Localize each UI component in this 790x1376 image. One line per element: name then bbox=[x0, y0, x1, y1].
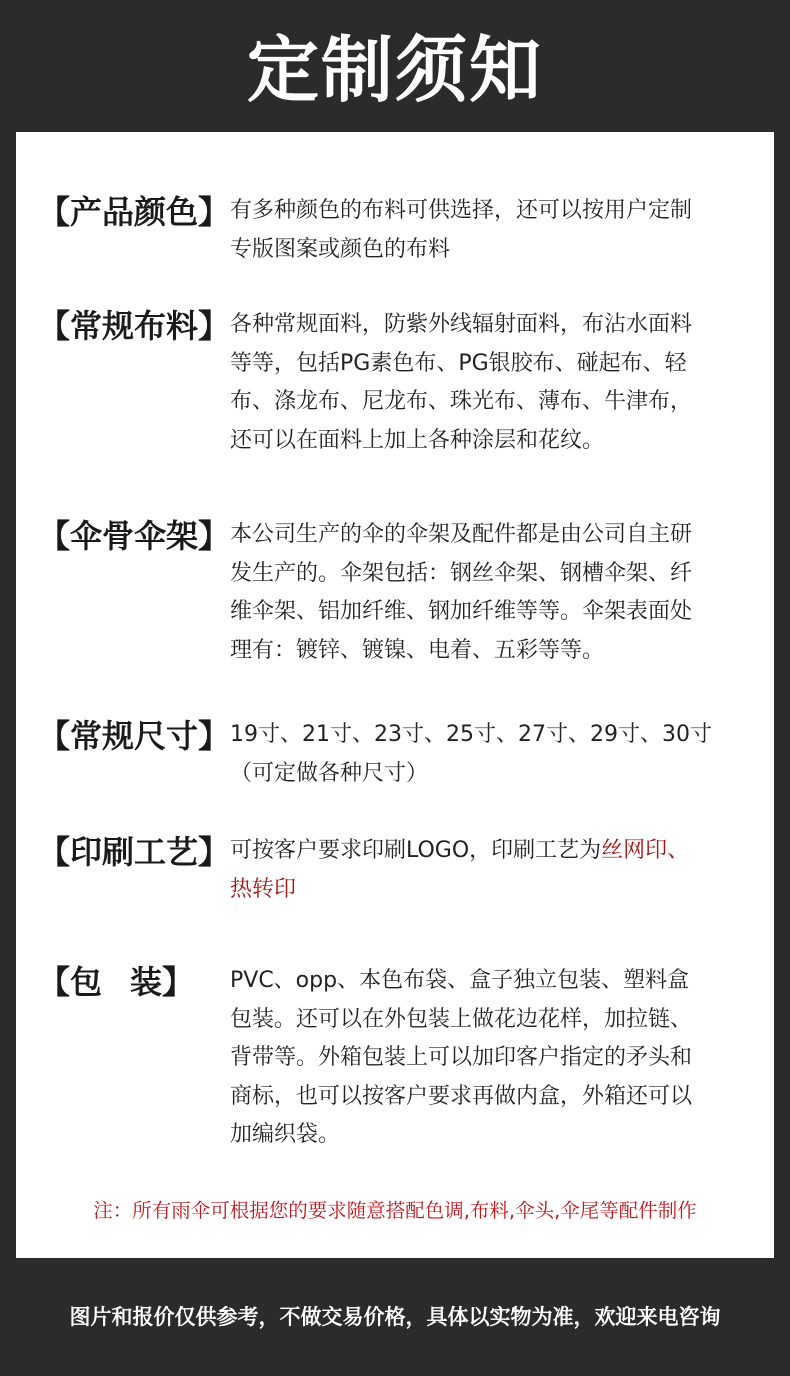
text-line: 发生产的。伞架包括：钢丝伞架、钢槽伞架、纤 bbox=[230, 560, 693, 586]
text-line bbox=[230, 832, 750, 871]
label-right: 装】 bbox=[130, 963, 195, 1001]
section-text bbox=[230, 832, 750, 909]
text-line: 19寸、21寸、23寸、25寸、27寸、29寸、30寸 bbox=[230, 722, 712, 747]
customization-note: 注：所有雨伞可根据您的要求随意搭配色调,布料,伞头,伞尾等配件制作 bbox=[93, 1199, 697, 1222]
text-line: 本公司生产的伞的伞架及配件都是由公司自主研 bbox=[230, 522, 693, 547]
section-text bbox=[230, 962, 750, 1155]
text-highlight: 丝网印、 bbox=[601, 838, 690, 863]
section-text bbox=[230, 192, 750, 269]
text-line: 有多种颜色的布料可供选择，还可以按用户定制 bbox=[230, 198, 693, 223]
label-left: 【包 bbox=[38, 963, 103, 1001]
text-line: 还可以在面料上加上各种涂层和花纹。 bbox=[230, 427, 605, 453]
footer-disclaimer: 图片和报价仅供参考，不做交易价格，具体以实物为准，欢迎来电咨询 bbox=[69, 1305, 721, 1329]
text-line: PVC、opp、本色布袋、盒子独立包装、塑料盒 bbox=[230, 968, 690, 993]
section-label: 【常规尺寸】 bbox=[38, 717, 231, 755]
section-text bbox=[230, 306, 750, 460]
section-label bbox=[38, 962, 228, 1002]
text-line: 各种常规面料，防紫外线辐射面料，布沾水面料 bbox=[230, 312, 693, 337]
text-line: 加编织袋。 bbox=[230, 1122, 341, 1147]
section-label: 【常规布料】 bbox=[38, 307, 231, 345]
text-highlight: 热转印 bbox=[230, 876, 297, 902]
section-text bbox=[230, 516, 750, 670]
section-label: 【产品颜色】 bbox=[38, 193, 231, 231]
text-line: 背带等。外箱包装上可以加印客户指定的矛头和 bbox=[230, 1045, 693, 1070]
text-line: 包装。还可以在外包装上做花边花样，加拉链、 bbox=[230, 1006, 693, 1032]
text-line: 维伞架、铝加纤维、钢加纤维等等。伞架表面处 bbox=[230, 599, 693, 624]
text-line: （可定做各种尺寸） bbox=[230, 760, 429, 786]
section-text bbox=[230, 716, 750, 793]
section-label: 【印刷工艺】 bbox=[38, 833, 231, 871]
text-line: 布、涤龙布、尼龙布、珠光布、薄布、牛津布， bbox=[230, 389, 693, 414]
text-plain: 可按客户要求印刷LOGO，印刷工艺为 bbox=[230, 838, 602, 863]
text-line: 理有：镀锌、镀镍、电着、五彩等等。 bbox=[230, 637, 605, 663]
text-line: 专版图案或颜色的布料 bbox=[230, 236, 451, 262]
text-line: 商标，也可以按客户要求再做内盒，外箱还可以 bbox=[230, 1083, 693, 1109]
section-label: 【伞骨伞架】 bbox=[38, 517, 231, 555]
notice-card bbox=[16, 132, 774, 1258]
page-title: 定制须知 bbox=[246, 28, 543, 112]
text-line: 等等，包括PG素色布、PG银胶布、碰起布、轻 bbox=[230, 350, 687, 376]
